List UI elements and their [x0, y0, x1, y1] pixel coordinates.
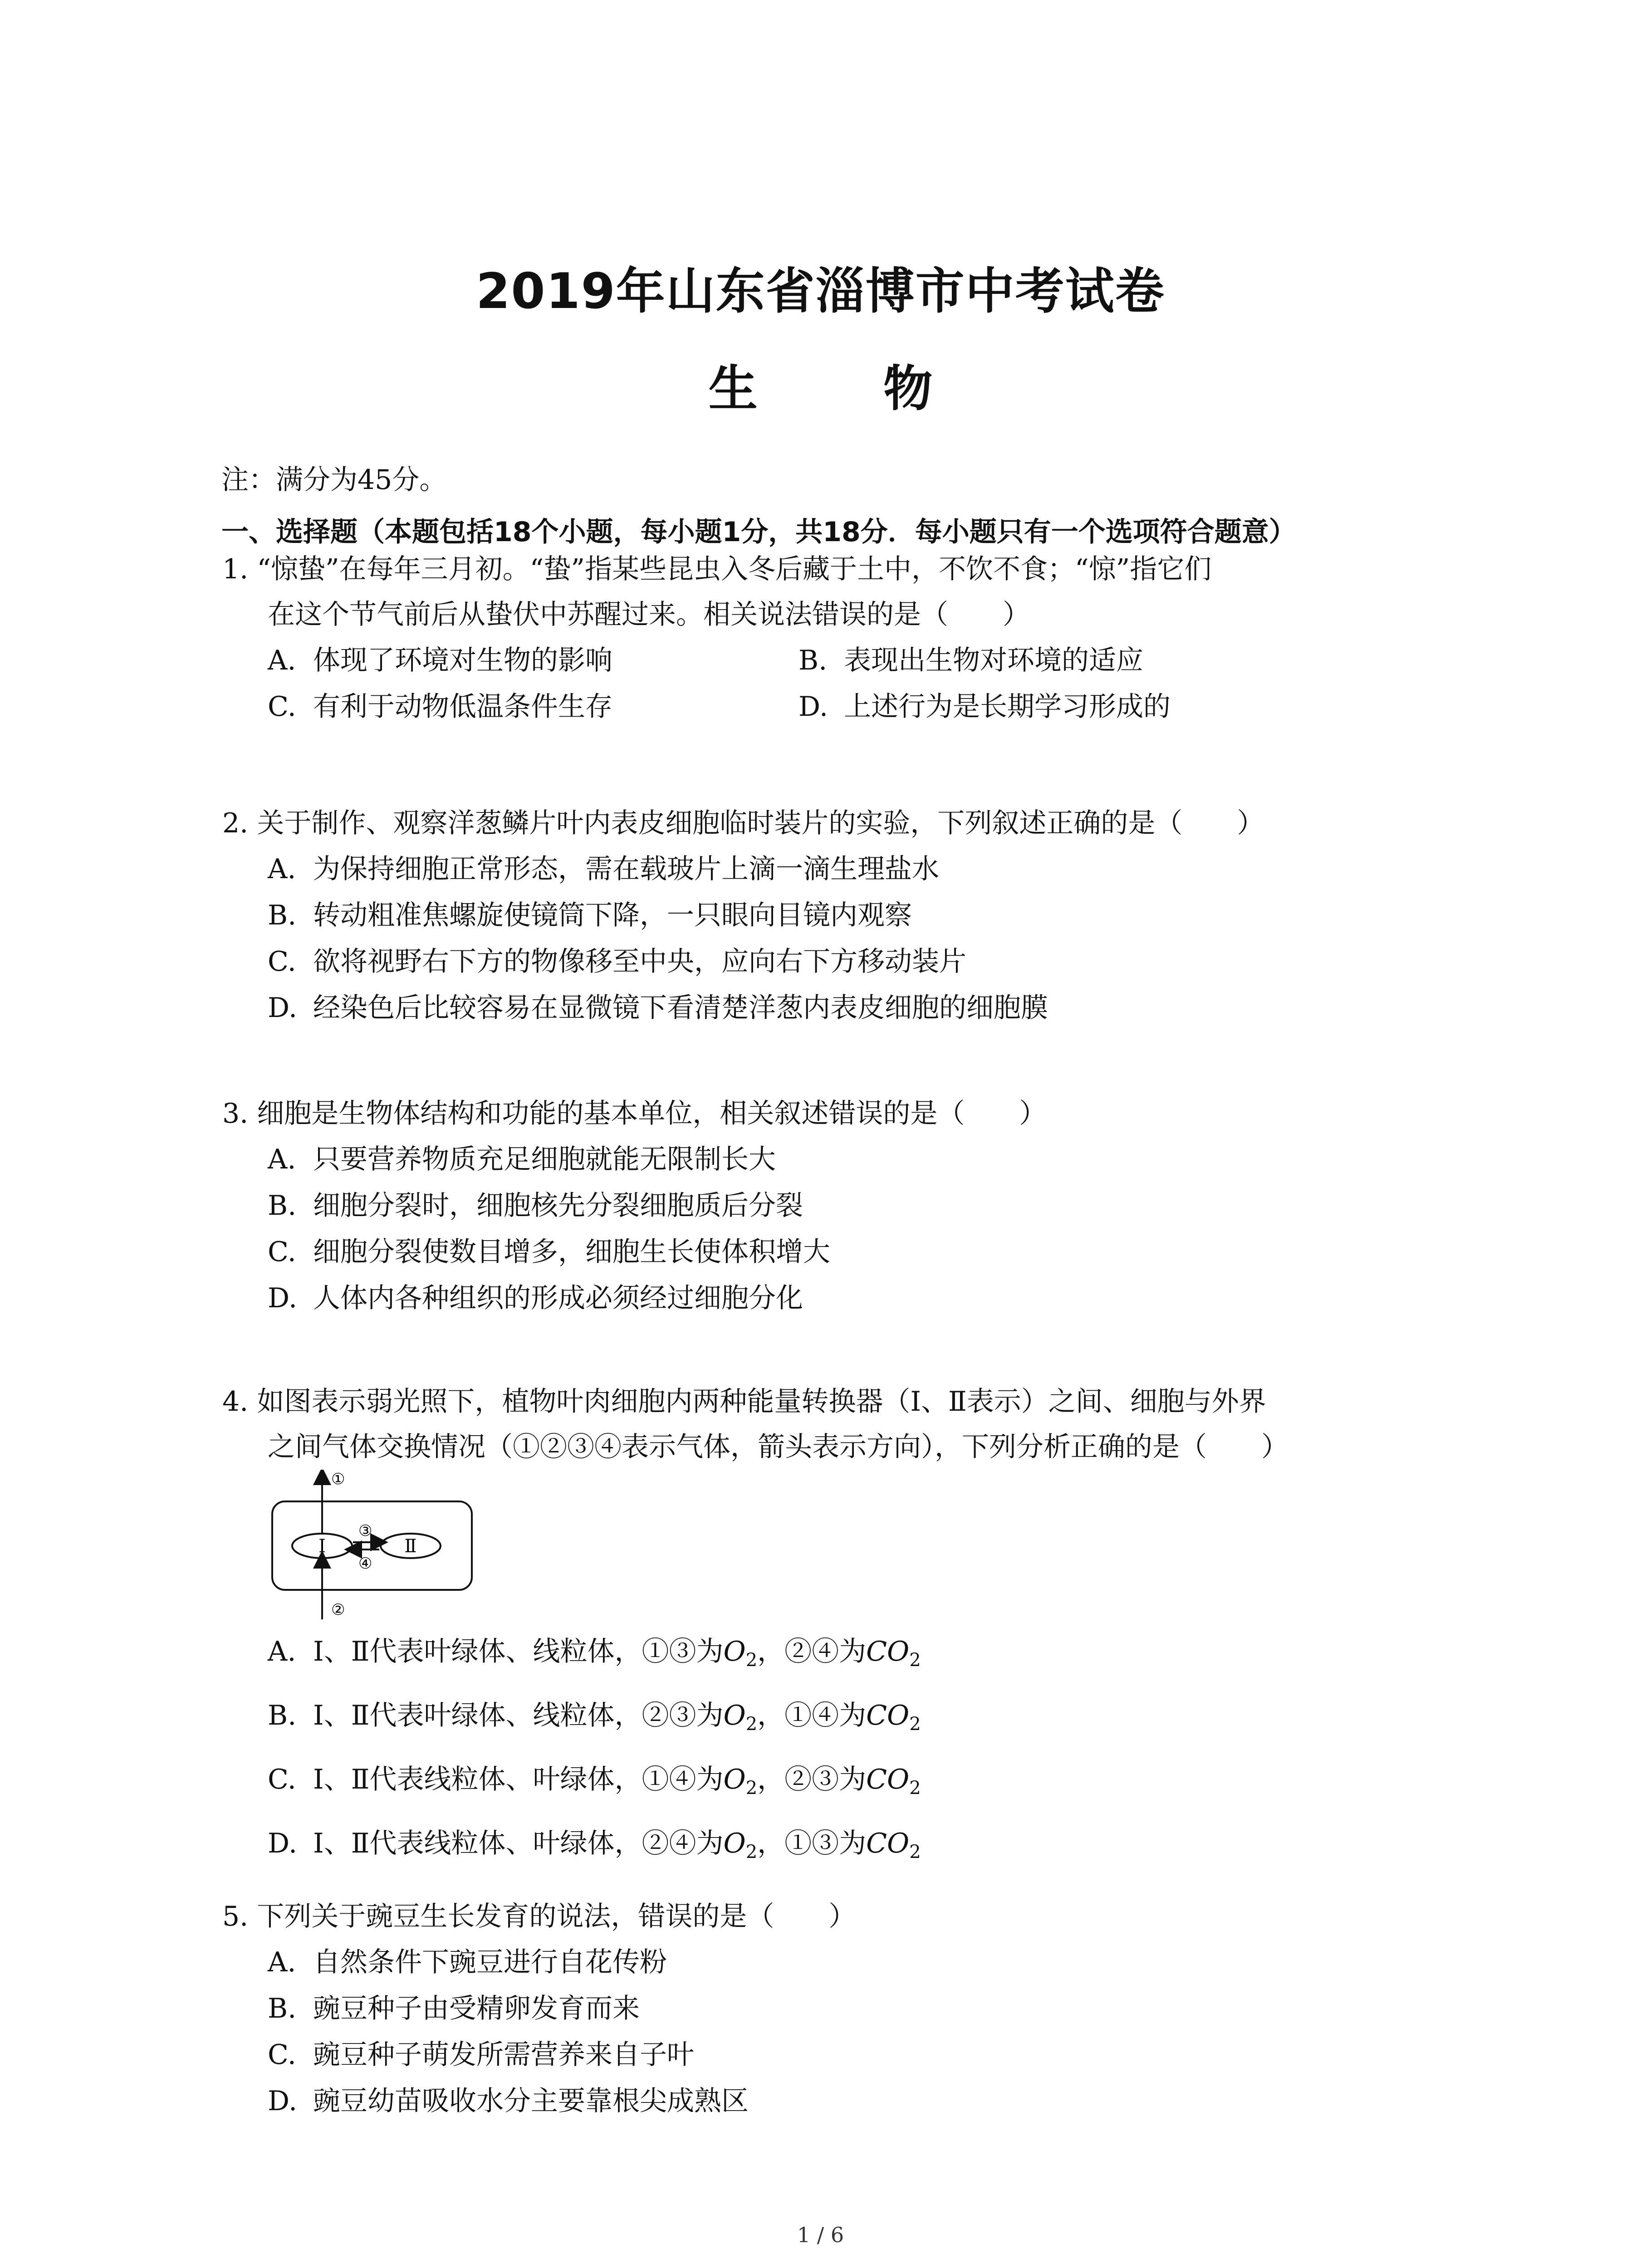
gas-label-2: ②: [331, 1601, 345, 1619]
option-a: [222, 1939, 1447, 1985]
option-a: [222, 1624, 1447, 1688]
organelle-gas-exchange-diagram: [268, 1470, 485, 1619]
option-d: [222, 1275, 1447, 1321]
option-text: Ⅰ、Ⅱ代表线粒体、叶绿体，②④为: [313, 1828, 724, 1859]
option-text: 豌豆幼苗吸收水分主要靠根尖成熟区: [313, 2085, 749, 2117]
gas-label-4: ④: [358, 1554, 372, 1573]
option-text: 欲将视野右下方的物像移至中央，应向右下方移动装片: [313, 946, 966, 978]
option-b: [222, 1688, 1447, 1752]
option-letter: A.: [268, 1636, 296, 1667]
option-text: 豌豆种子萌发所需营养来自子叶: [313, 2039, 694, 2071]
option-letter: C.: [268, 691, 296, 723]
question-1: [222, 547, 1447, 730]
organelle-2-label: Ⅱ: [404, 1536, 417, 1557]
option-text: 只要营养物质充足细胞就能无限制长大: [313, 1144, 776, 1175]
option-separator: ，②④为: [757, 1636, 867, 1667]
option-letter: A.: [268, 1144, 296, 1175]
question-4-options: [222, 1624, 1447, 1880]
option-c: [222, 2032, 1447, 2078]
gas-formula: CO: [866, 1636, 910, 1667]
option-d: [222, 985, 1447, 1031]
question-stem: 3. 细胞是生物体结构和功能的基本单位，相关叙述错误的是（ ）: [222, 1098, 1047, 1129]
subscript: 2: [745, 1650, 758, 1671]
option-text: 经染色后比较容易在显微镜下看清楚洋葱内表皮细胞的细胞膜: [313, 992, 1048, 1024]
option-letter: D.: [268, 992, 298, 1024]
option-d: [798, 684, 1388, 730]
option-text: 转动粗准焦螺旋使镜筒下降，一只眼向目镜内观察: [313, 899, 912, 931]
option-b: [222, 892, 1447, 938]
gas-formula: O: [723, 1700, 746, 1731]
option-text: 人体内各种组织的形成必须经过细胞分化: [313, 1282, 803, 1314]
option-text: Ⅰ、Ⅱ代表线粒体、叶绿体，①④为: [313, 1764, 724, 1795]
option-letter: D.: [268, 1282, 298, 1314]
subscript: 2: [745, 1778, 758, 1799]
question-stem: 2. 关于制作、观察洋葱鳞片叶内表皮细胞临时装片的实验，下列叙述正确的是（ ）: [222, 807, 1264, 839]
gas-formula: CO: [866, 1764, 910, 1795]
subject-title: 生 物: [708, 361, 987, 417]
option-c: [222, 1229, 1447, 1275]
option-b: [798, 637, 1388, 684]
option-letter: A.: [268, 645, 296, 676]
subscript: 2: [909, 1778, 921, 1799]
option-a: [222, 846, 1447, 892]
question-stem: 1. “惊蛰”在每年三月初。“蛰”指某些昆虫入冬后藏于土中，不饮不食；“惊”指它们: [222, 553, 1212, 585]
option-d: [222, 2078, 1447, 2124]
option-separator: ，①④为: [757, 1700, 867, 1731]
question-stem: 在这个节气前后从蛰伏中苏醒过来。相关说法错误的是（ ）: [268, 599, 1030, 631]
question-2: [222, 801, 1447, 1031]
subscript: 2: [909, 1842, 921, 1862]
option-letter: B.: [268, 1190, 297, 1222]
option-text: 表现出生物对环境的适应: [844, 645, 1143, 676]
option-a: [222, 637, 798, 684]
question-stem: 4. 如图表示弱光照下，植物叶肉细胞内两种能量转换器（Ⅰ、Ⅱ表示）之间、细胞与外界: [222, 1386, 1266, 1418]
question-3: [222, 1091, 1447, 1321]
option-letter: C.: [268, 946, 296, 978]
option-b: [222, 1985, 1447, 2032]
subscript: 2: [909, 1714, 921, 1735]
subscript: 2: [745, 1842, 758, 1862]
question-stem: 之间气体交换情况（①②③④表示气体，箭头表示方向），下列分析正确的是（ ）: [268, 1431, 1288, 1463]
option-letter: B.: [268, 1700, 297, 1731]
option-letter: B.: [268, 1993, 297, 2024]
option-text: 豌豆种子由受精卵发育而来: [313, 1993, 640, 2024]
gas-formula: CO: [866, 1700, 910, 1731]
gas-formula: O: [723, 1764, 746, 1795]
option-c: [222, 684, 798, 730]
option-text: 细胞分裂使数目增多，细胞生长使体积增大: [313, 1236, 830, 1268]
option-d: [222, 1816, 1447, 1880]
exam-title: 2019年山东省淄博市中考试卷: [476, 263, 1165, 320]
gas-label-3: ③: [358, 1522, 372, 1540]
option-text: Ⅰ、Ⅱ代表叶绿体、线粒体，②③为: [313, 1700, 724, 1731]
option-text: 为保持细胞正常形态，需在载玻片上滴一滴生理盐水: [313, 853, 939, 885]
option-letter: C.: [268, 1764, 296, 1795]
gas-formula: CO: [866, 1828, 910, 1859]
option-text: 自然条件下豌豆进行自花传粉: [313, 1946, 667, 1978]
option-text: 体现了环境对生物的影响: [313, 645, 612, 676]
option-letter: B.: [268, 899, 297, 931]
gas-formula: O: [723, 1828, 746, 1859]
option-letter: A.: [268, 853, 296, 885]
option-separator: ，①③为: [757, 1828, 867, 1859]
option-letter: D.: [798, 691, 828, 723]
subscript: 2: [909, 1650, 921, 1671]
question-4: [222, 1379, 1447, 1470]
section-heading: 一、选择题（本题包括18个小题，每小题1分，共18分．每小题只有一个选项符合题意）: [221, 516, 1296, 548]
option-letter: C.: [268, 2039, 296, 2071]
option-text: 有利于动物低温条件生存: [313, 691, 612, 723]
subscript: 2: [745, 1714, 758, 1735]
gas-formula: O: [723, 1636, 746, 1667]
gas-label-1: ①: [331, 1470, 345, 1488]
option-text: 上述行为是长期学习形成的: [844, 691, 1171, 723]
cell-outline: [272, 1501, 472, 1590]
page-number: 1 / 6: [797, 2223, 844, 2247]
option-text: Ⅰ、Ⅱ代表叶绿体、线粒体，①③为: [313, 1636, 724, 1667]
option-letter: C.: [268, 1236, 296, 1268]
score-note: 注：满分为45分。: [221, 464, 447, 496]
option-letter: B.: [798, 645, 828, 676]
question-5: [222, 1894, 1447, 2124]
option-separator: ，②③为: [757, 1764, 867, 1795]
option-letter: A.: [268, 1946, 296, 1978]
option-c: [222, 1752, 1447, 1816]
organelle-1-label: Ⅰ: [318, 1536, 326, 1557]
option-c: [222, 938, 1447, 985]
option-a: [222, 1136, 1447, 1183]
option-grid: [222, 637, 1447, 730]
option-text: 细胞分裂时，细胞核先分裂细胞质后分裂: [313, 1190, 803, 1222]
option-letter: D.: [268, 1828, 298, 1859]
option-b: [222, 1183, 1447, 1229]
option-letter: D.: [268, 2085, 298, 2117]
question-stem: 5. 下列关于豌豆生长发育的说法，错误的是（ ）: [222, 1901, 856, 1932]
